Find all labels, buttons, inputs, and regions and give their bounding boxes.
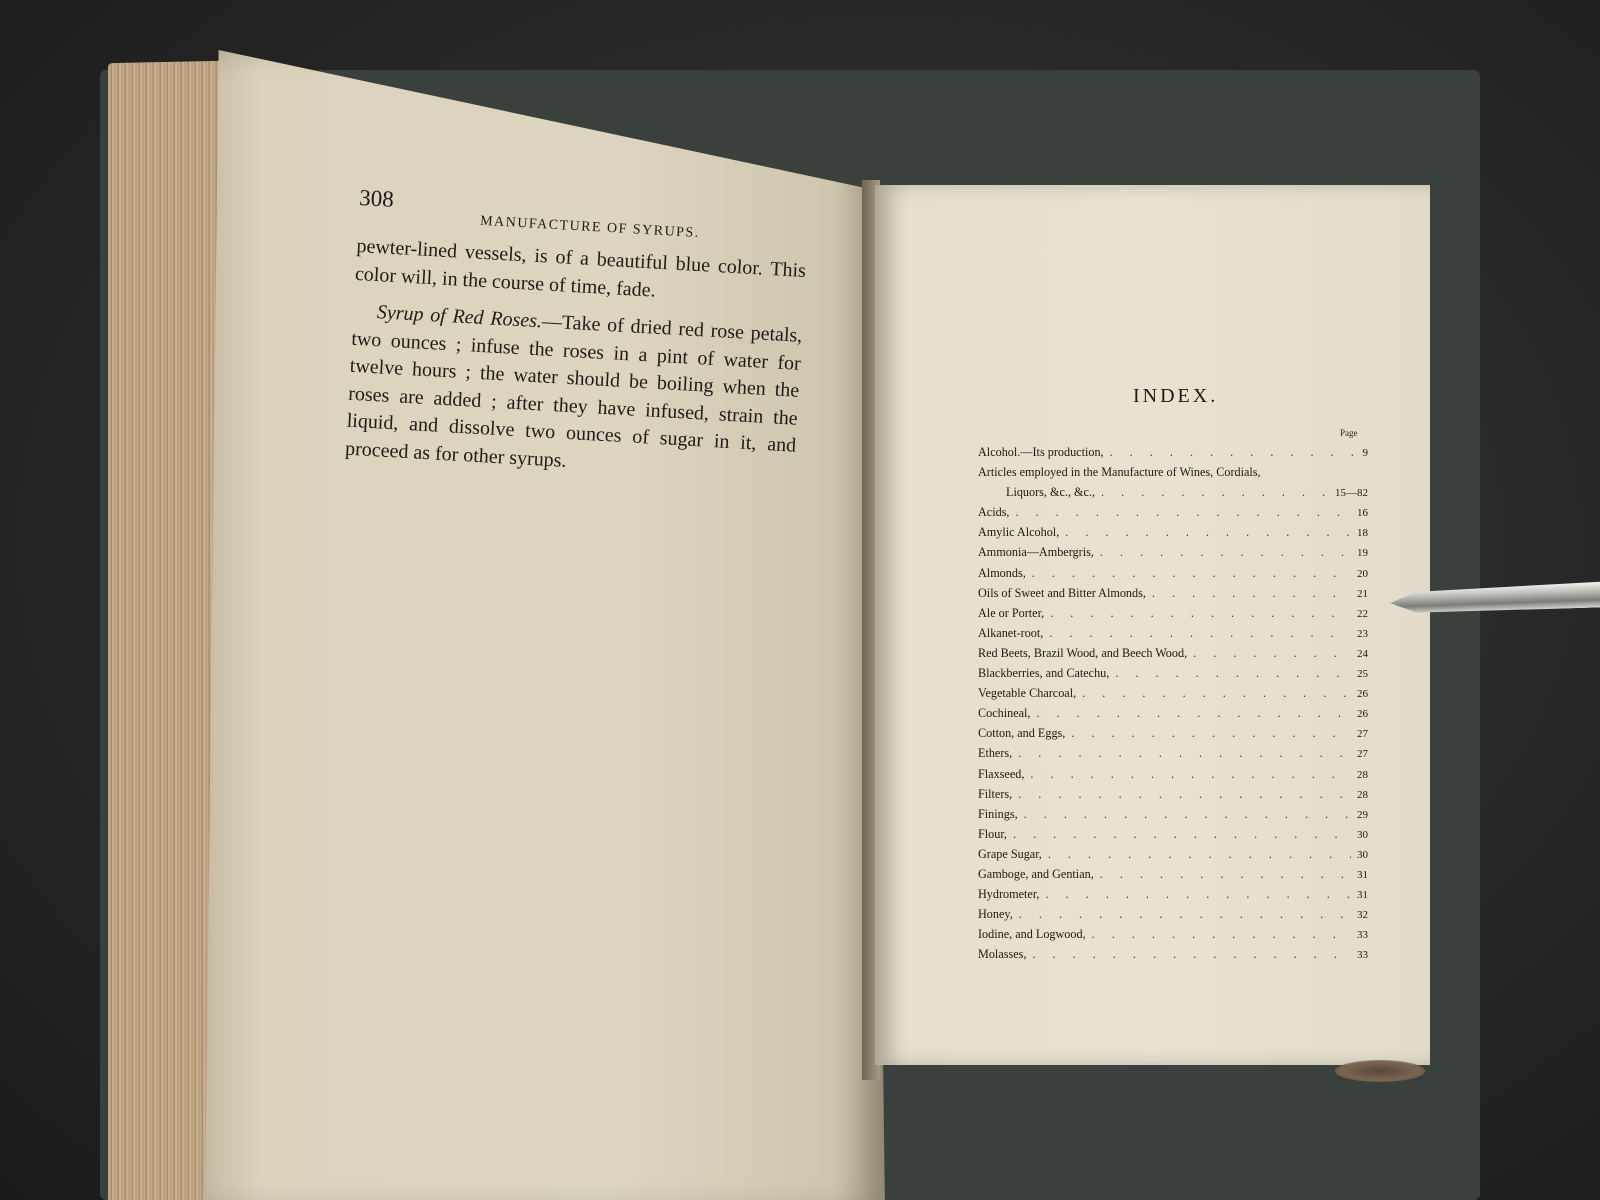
- index-entry-page: 27: [1357, 728, 1368, 741]
- index-leader-dots: [1024, 807, 1351, 822]
- index-entry: [978, 586, 1368, 606]
- index-entry: [978, 646, 1368, 666]
- index-entry: [978, 566, 1368, 586]
- index-entry-page: 18: [1357, 527, 1368, 540]
- index-leader-dots: [1101, 485, 1329, 500]
- index-entry: [978, 525, 1368, 545]
- index-entry-label: Alcohol.—Its production,: [978, 445, 1104, 459]
- index-leader-dots: [1071, 726, 1351, 741]
- index-entry-label: Liquors, &c., &c.,: [1006, 485, 1096, 500]
- index-entry-label: Articles employed in the Manufacture of Wines, Cordials,: [978, 465, 1261, 480]
- index-entry-page: 33: [1357, 929, 1368, 942]
- index-entry-page: 15—82: [1335, 487, 1368, 500]
- index-entry-label: Grape Sugar,: [978, 846, 1042, 861]
- index-entry-label: Vegetable Charcoal,: [978, 686, 1077, 701]
- index-entry-page: 20: [1357, 567, 1368, 580]
- index-entry-page: 22: [1357, 607, 1368, 620]
- index-entry: [978, 505, 1368, 525]
- index-entries: [978, 445, 1368, 967]
- index-leader-dots: [1018, 746, 1351, 761]
- index-entry: [978, 666, 1368, 686]
- index-entry-label: Honey,: [978, 907, 1013, 922]
- index-entry-label: Red Beets, Brazil Wood, and Beech Wood,: [978, 645, 1188, 660]
- index-entry-page: 25: [1357, 668, 1368, 681]
- index-leader-dots: [1193, 646, 1351, 661]
- index-leader-dots: [1115, 666, 1351, 681]
- index-entry-page: 28: [1357, 768, 1368, 781]
- index-entry: [978, 606, 1368, 626]
- page-column-label: Page: [1340, 428, 1358, 438]
- index-leader-dots: [1100, 867, 1351, 882]
- page-stain: [1335, 1060, 1425, 1082]
- index-entry: [978, 445, 1368, 465]
- body-text: [344, 233, 807, 498]
- index-leader-dots: [1032, 947, 1351, 962]
- index-entry-label: Finings,: [978, 806, 1018, 821]
- index-entry-page: 28: [1357, 788, 1368, 801]
- index-leader-dots: [1092, 927, 1351, 942]
- index-entry: [978, 847, 1368, 867]
- index-entry-label: Blackberries, and Catechu,: [978, 666, 1110, 681]
- index-entry: [978, 706, 1368, 726]
- index-entry-label: Molasses,: [978, 947, 1027, 962]
- index-entry-label: Ale or Porter,: [978, 605, 1045, 620]
- index-entry-label: Cotton, and Eggs,: [978, 726, 1066, 741]
- recipe-text: —Take of dried red rose petals, two ounces ; infuse the roses in a pint of water for twelve hours ; the water should be boiling when the roses are added ; after they have infused, strain the liquid, and dissolve two ounces of sugar in it, and proceed as for other syrups.: [344, 310, 803, 472]
- index-leader-dots: [1065, 525, 1351, 540]
- index-entry: [978, 867, 1368, 887]
- index-entry: [978, 907, 1368, 927]
- index-entry-page: 21: [1357, 587, 1368, 600]
- index-leader-dots: [1100, 545, 1351, 560]
- index-entry-page: 32: [1357, 909, 1368, 922]
- paragraph-1: pewter-lined vessels, is of a beautiful blue color. This color will, in the course of time, fade.: [354, 234, 807, 302]
- page-number: 308: [358, 185, 395, 212]
- index-entry-page: 26: [1357, 708, 1368, 721]
- index-entry-label: Oils of Sweet and Bitter Almonds,: [978, 585, 1146, 600]
- index-entry-label: Amylic Alcohol,: [978, 525, 1060, 540]
- index-entry-label: Almonds,: [978, 565, 1026, 580]
- index-entry: [978, 947, 1368, 967]
- index-entry-label: Alkanet-root,: [978, 625, 1044, 640]
- index-entry: [978, 787, 1368, 807]
- index-entry-label: Cochineal,: [978, 706, 1031, 721]
- index-entry: [978, 746, 1368, 766]
- page-edges: [108, 61, 223, 1200]
- index-entry: [978, 626, 1368, 646]
- index-entry-page: 31: [1357, 889, 1368, 902]
- index-entry: [978, 686, 1368, 706]
- index-leader-dots: [1048, 847, 1351, 862]
- index-leader-dots: [1019, 907, 1351, 922]
- index-entry: [978, 807, 1368, 827]
- index-entry-label: Flour,: [978, 826, 1007, 841]
- index-entry-label: Acids,: [978, 505, 1010, 520]
- index-entry-page: 33: [1357, 949, 1368, 962]
- index-leader-dots: [1032, 566, 1351, 581]
- index-leader-dots: [1015, 505, 1351, 520]
- index-entry-page: 31: [1357, 868, 1368, 881]
- index-leader-dots: [1013, 827, 1351, 842]
- index-entry-page: 24: [1357, 647, 1368, 660]
- index-entry: [978, 726, 1368, 746]
- index-leader-dots: [1030, 767, 1351, 782]
- index-entry-page: 27: [1357, 748, 1368, 761]
- index-entry-label: Ethers,: [978, 746, 1013, 761]
- index-entry-label: Filters,: [978, 786, 1013, 801]
- paragraph-2: [344, 298, 803, 488]
- index-entry: [978, 927, 1368, 947]
- index-entry: [978, 827, 1368, 847]
- index-leader-dots: [1050, 606, 1351, 621]
- index-entry-page: 30: [1357, 828, 1368, 841]
- index-entry: [978, 887, 1368, 907]
- index-entry: [978, 465, 1368, 485]
- index-leader-dots: [1036, 706, 1351, 721]
- index-leader-dots: [1082, 686, 1351, 701]
- index-title: INDEX.: [1133, 385, 1219, 407]
- recipe-title: Syrup of Red Roses.: [376, 301, 543, 333]
- index-leader-dots: [1018, 787, 1351, 802]
- index-entry: [978, 485, 1368, 505]
- index-entry-label: Iodine, and Logwood,: [978, 927, 1086, 942]
- index-entry: [978, 767, 1368, 787]
- index-entry-page: 9: [1362, 447, 1368, 459]
- index-entry-page: 23: [1357, 627, 1368, 640]
- index-entry-label: Ammonia—Ambergris,: [978, 545, 1094, 560]
- index-entry-page: 16: [1357, 507, 1368, 520]
- running-head: MANUFACTURE OF SYRUPS.: [479, 213, 701, 242]
- index-entry-page: 19: [1357, 547, 1368, 560]
- index-leader-dots: [1152, 586, 1351, 601]
- index-entry-page: 26: [1357, 688, 1368, 701]
- index-entry-label: Hydrometer,: [978, 887, 1040, 902]
- index-entry-label: Gamboge, and Gentian,: [978, 866, 1094, 881]
- index-leader-dots: [1049, 626, 1351, 641]
- index-entry: [978, 545, 1368, 565]
- index-entry-page: 29: [1357, 808, 1368, 821]
- index-leader-dots: [1045, 887, 1351, 902]
- index-leader-dots: [1110, 445, 1357, 460]
- index-entry-page: 30: [1357, 848, 1368, 861]
- index-entry-label: Flaxseed,: [978, 766, 1025, 781]
